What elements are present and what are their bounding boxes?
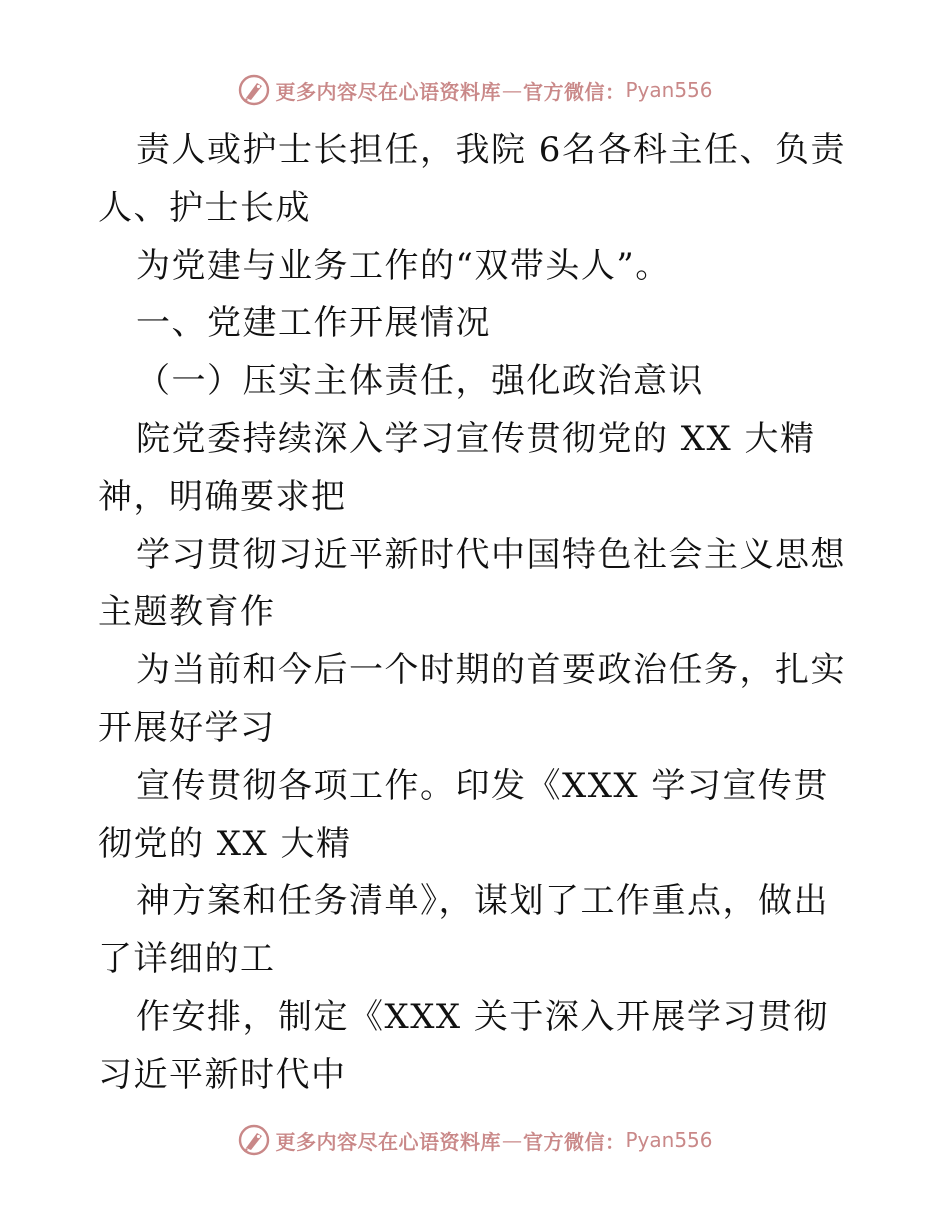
watermark-id: Pyan556 <box>625 78 713 102</box>
watermark-id: Pyan556 <box>625 1128 713 1152</box>
paragraph: 宣传贯彻各项工作。印发《XXX 学习宣传贯彻党的 XX 大精 <box>98 765 829 864</box>
pen-nib-logo-icon <box>237 1123 271 1157</box>
header-watermark <box>0 70 950 110</box>
paragraph: 作安排，制定《XXX 关于深入开展学习贯彻习近平新时代中 <box>98 996 829 1095</box>
document-body <box>98 122 858 1105</box>
paragraph: 学习贯彻习近平新时代中国特色社会主义思想主题教育作 <box>98 534 846 633</box>
paragraph: 院党委持续深入学习宣传贯彻党的 XX 大精神，明确要求把 <box>98 418 816 517</box>
paragraph: 责人或护士长担任，我院 6名各科主任、负责人、护士长成 <box>98 130 846 228</box>
watermark-text: 更多内容尽在心语资料库 <box>275 1129 501 1154</box>
pen-nib-logo-icon <box>237 73 271 107</box>
watermark-separator: — <box>501 1128 522 1152</box>
paragraph: 为党建与业务工作的“双带头人”。 <box>136 245 671 286</box>
watermark-separator: — <box>501 78 522 102</box>
section-heading: 一、党建工作开展情况 <box>136 303 491 344</box>
paragraph: 为当前和今后一个时期的首要政治任务，扎实开展好学习 <box>98 650 846 748</box>
paragraph: 神方案和任务清单》，谋划了工作重点，做出了详细的工 <box>98 881 829 980</box>
watermark-label: 官方微信： <box>522 79 626 104</box>
footer-watermark <box>0 1120 950 1160</box>
watermark-text: 更多内容尽在心语资料库 <box>275 79 501 104</box>
watermark-label: 官方微信： <box>522 1129 626 1154</box>
subsection-heading: （一）压实主体责任，强化政治意识 <box>136 361 704 402</box>
